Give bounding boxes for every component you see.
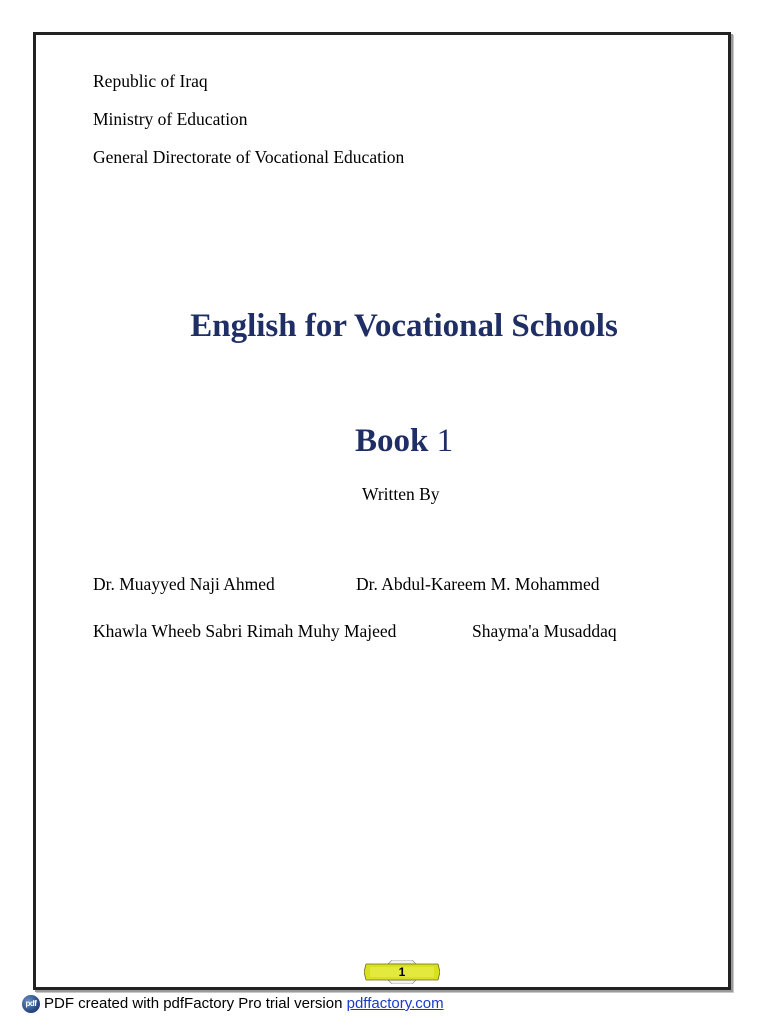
author-3: Khawla Wheeb Sabri Rimah Muhy Majeed [93, 621, 397, 641]
page-number: 1 [398, 965, 406, 979]
written-by-label: Written By [362, 484, 440, 504]
author-4: Shayma'a Musaddaq [472, 621, 617, 641]
header-directorate: General Directorate of Vocational Education [93, 147, 405, 167]
page-border [33, 32, 731, 990]
book-number: 1 [436, 423, 454, 459]
footer-link[interactable]: pdffactory.com [346, 995, 444, 1012]
book-label: Book [355, 423, 429, 459]
footer-text: PDF created with pdfFactory Pro trial version [44, 995, 347, 1012]
document-title: English for Vocational Schools [190, 308, 618, 344]
footer-bar [22, 994, 444, 1014]
header-ministry: Ministry of Education [93, 109, 248, 129]
page-number-badge [364, 960, 440, 984]
book-title [355, 423, 453, 460]
author-1: Dr. Muayyed Naji Ahmed [93, 574, 275, 594]
author-2: Dr. Abdul-Kareem M. Mohammed [356, 574, 600, 594]
pdf-logo-icon: pdf [22, 995, 40, 1013]
header-country: Republic of Iraq [93, 71, 208, 91]
